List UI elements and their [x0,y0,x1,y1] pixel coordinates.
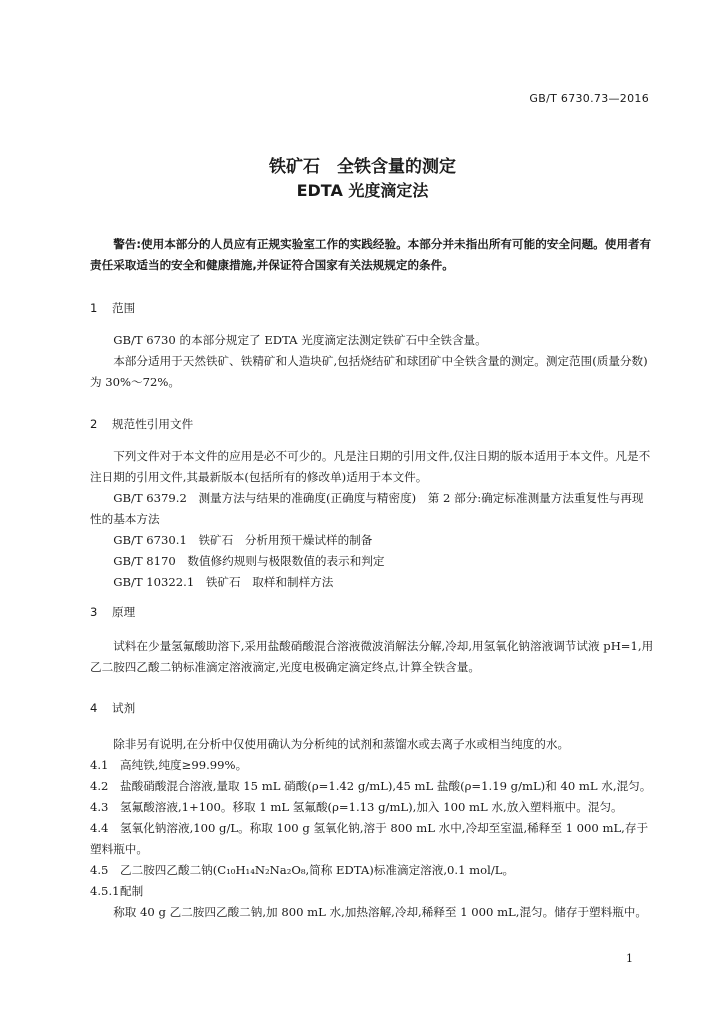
reagent-item [90,818,655,860]
section-1-heading [90,300,135,316]
section-title: 范围 [112,301,136,315]
item-number: 4.2 [90,779,109,793]
section-2-body [90,446,655,593]
paragraph: 试料在少量氢氟酸助溶下,采用盐酸硝酸混合溶液微波消解法分解,冷却,用氢氧化钠溶液调节试液 pH=1,用乙二胺四乙酸二钠标准滴定溶液滴定,光度电极确定滴定终点,计算全铁含量。 [90,639,654,674]
item-text: 配制 [120,884,144,898]
section-3-heading [90,604,135,620]
section-number: 2 [90,417,98,431]
section-1-body [90,330,655,393]
section-2-heading [90,416,193,432]
reagent-item [90,755,655,776]
section-3-body [90,636,655,678]
standard-code: GB/T 6730.73—2016 [529,92,649,105]
reference-item: GB/T 6730.1 铁矿石 分析用预干燥试样的制备 [113,533,373,547]
section-number: 3 [90,605,98,619]
item-number: 4.3 [90,800,109,814]
section-title: 原理 [112,605,136,619]
item-text: 乙二胺四乙酸二钠(C₁₀H₁₄N₂Na₂O₈,简称 EDTA)标准滴定溶液,0.1 mol/L。 [120,863,515,877]
reference-item: GB/T 10322.1 铁矿石 取样和制样方法 [113,575,334,589]
item-text: 氢氧化钠溶液,100 g/L。称取 100 g 氢氧化钠,溶于 800 mL 水中,冷却至室温,稀释至 1 000 mL,存于塑料瓶中。 [90,821,649,856]
reference-item: GB/T 8170 数值修约规则与极限数值的表示和判定 [113,554,385,568]
paragraph: 称取 40 g 乙二胺四乙酸二钠,加 800 mL 水,加热溶解,冷却,稀释至 1 000 mL,混匀。储存于塑料瓶中。 [113,905,647,919]
reagent-item [90,797,655,818]
reagent-item [90,776,655,797]
item-text: 盐酸硝酸混合溶液,量取 15 mL 硝酸(ρ=1.42 g/mL),45 mL 盐酸(ρ=1.19 g/mL)和 40 mL 水,混匀。 [120,779,652,793]
paragraph: GB/T 6730 的本部分规定了 EDTA 光度滴定法测定铁矿石中全铁含量。 [113,333,487,347]
document-subtitle: EDTA 光度滴定法 [296,181,429,200]
reference-item: GB/T 6379.2 测量方法与结果的准确度(正确度与精密度) 第 2 部分:确定标准测量方法重复性与再现性的基本方法 [90,491,644,526]
paragraph: 下列文件对于本文件的应用是必不可少的。凡是注日期的引用文件,仅注日期的版本适用于本文件。凡是不注日期的引用文件,其最新版本(包括所有的修改单)适用于本文件。 [90,449,651,484]
warning-block [90,234,655,276]
warning-text: 警告:使用本部分的人员应有正规实验室工作的实践经验。本部分并未指出所有可能的安全问题。使用者有责任采取适当的安全和健康措施,并保证符合国家有关法规规定的条件。 [90,237,652,272]
paragraph: 本部分适用于天然铁矿、铁精矿和人造块矿,包括烧结矿和球团矿中全铁含量的测定。测定范围(质量分数)为 30%～72%。 [90,354,648,389]
section-title: 规范性引用文件 [112,417,194,431]
item-number: 4.5.1 [90,884,120,898]
section-4-body [90,734,655,923]
item-number: 4.1 [90,758,109,772]
paragraph: 除非另有说明,在分析中仅使用确认为分析纯的试剂和蒸馏水或去离子水或相当纯度的水。 [113,737,570,751]
reagent-item [90,881,655,902]
section-title: 试剂 [112,701,136,715]
item-text: 氢氟酸溶液,1+100。移取 1 mL 氢氟酸(ρ=1.13 g/mL),加入 100 mL 水,放入塑料瓶中。混匀。 [120,800,623,814]
section-4-heading [90,700,135,716]
item-number: 4.5 [90,863,109,877]
reagent-item [90,860,655,881]
document-title: 铁矿石 全铁含量的测定 [269,157,456,177]
item-number: 4.4 [90,821,109,835]
page-number: 1 [626,952,633,965]
section-number: 4 [90,701,98,715]
item-text: 高纯铁,纯度≥99.99%。 [120,758,248,772]
section-number: 1 [90,301,98,315]
